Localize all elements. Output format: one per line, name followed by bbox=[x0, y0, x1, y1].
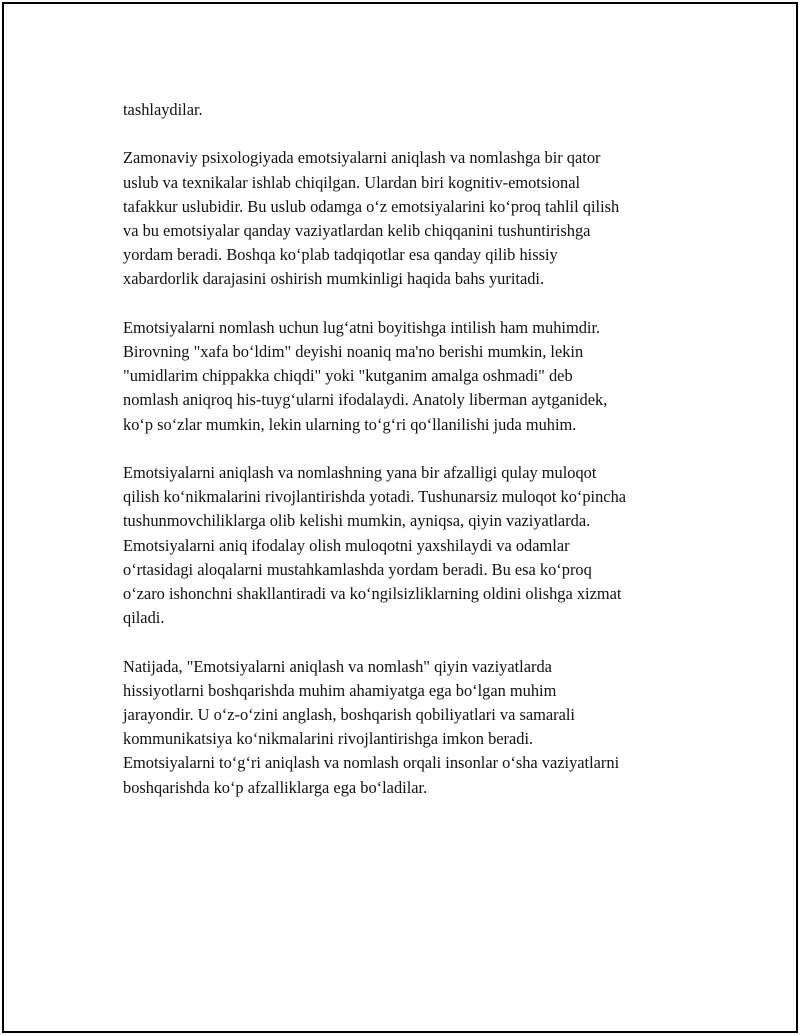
paragraph-conclusion: Natijada, "Emotsiyalarni aniqlash va nomlash" qiyin vaziyatlarda hissiyotlarni boshqarishda muhim ahamiyatga ega bo‘lgan muhim jarayondir. U o‘z-o‘zini anglash, boshqarish qobiliyatlari va samarali kommunikatsiya ko‘nikmalarini rivojlantirishga imkon beradi. Emotsiyalarni to‘g‘ri aniqlash va nomlash orqali insonlar o‘sha vaziyatlarni boshqarishda ko‘p afzalliklarga ega bo‘ladilar. bbox=[123, 656, 620, 797]
paragraph-vocabulary: Emotsiyalarni nomlash uchun lug‘atni boyitishga intilish ham muhimdir. Birovning "xafa bo‘ldim" deyishi noaniq ma'no berishi mumkin, lekin "umidlarim chippakka chiqdi" yoki "kutganim amalga oshmadi" deb nomlash aniqroq his-tuyg‘ularni ifodalaydi. Anatoly liberman aytganidek, ko‘p so‘zlar mumkin, lekin ularning to‘g‘ri qo‘llanilishi juda muhim. bbox=[123, 317, 608, 434]
paragraph-methods: Zamonaviy psixologiyada emotsiyalarni aniqlash va nomlashga bir qator uslub va texnikalar ishlab chiqilgan. Ulardan biri kognitiv-emotsional tafakkur uslubidir. Bu uslub odamga o‘z emotsiyalarini ko‘proq tahlil qilish va bu emotsiyalar qanday vaziyatlardan kelib chiqqanini tushuntirishga yordam beradi. Boshqa ko‘plab tadqiqotlar esa qanday qilib hissiy xabardorlik darajasini oshirish mumkinligi haqida bahs yuritadi. bbox=[123, 148, 620, 289]
document-body bbox=[123, 98, 695, 824]
paragraph-communication: Emotsiyalarni aniqlash va nomlashning yana bir afzalligi qulay muloqot qilish ko‘nikmalarini rivojlantirishda yotadi. Tushunarsiz muloqot ko‘pincha tushunmovchiliklarga olib kelishi mumkin, ayniqsa, qiyin vaziyatlarda. Emotsiyalarni aniq ifodalay olish muloqotni yaxshilaydi va odamlar o‘rtasidagi aloqalarni mustahkamlashda yordam beradi. Bu esa ko‘proq o‘zaro ishonchni shakllantiradi va ko‘ngilsizliklarning oldini olishga xizmat qiladi. bbox=[123, 463, 627, 628]
document-page bbox=[2, 2, 798, 1033]
paragraph-continuation: tashlaydilar. bbox=[123, 100, 203, 119]
